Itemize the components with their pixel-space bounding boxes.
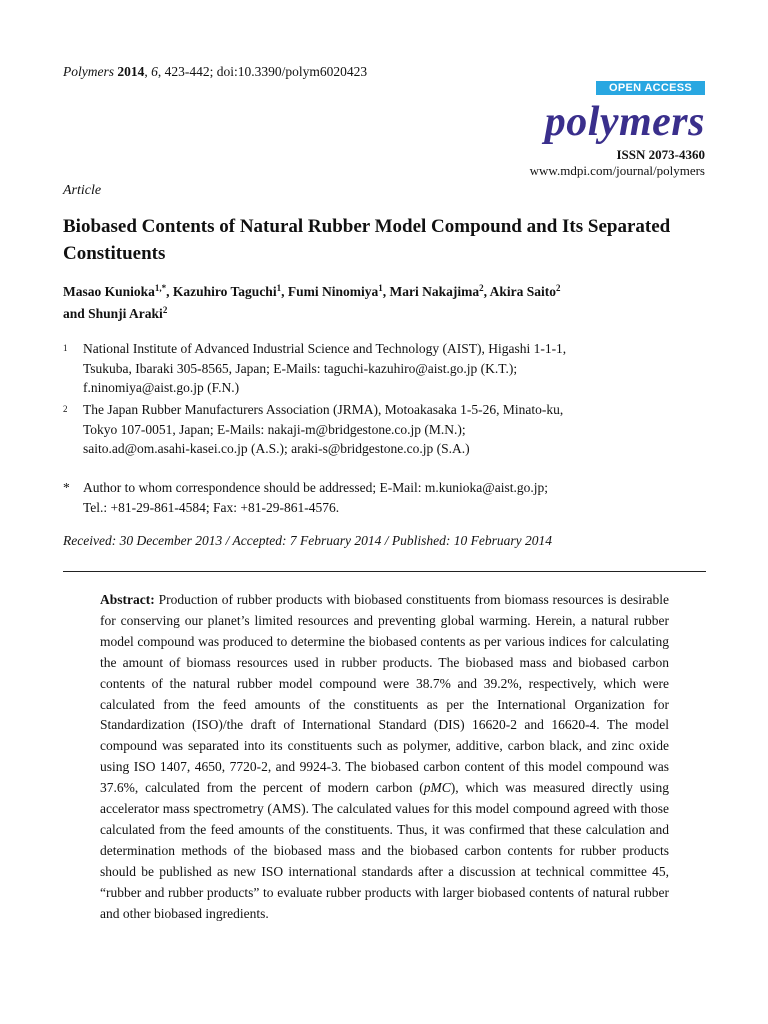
affiliation-line: Tsukuba, Ibaraki 305-8565, Japan; E-Mails: taguchi-kazuhiro@aist.go.jp (K.T.); xyxy=(83,360,518,376)
open-access-badge: OPEN ACCESS xyxy=(596,81,705,95)
author-affil-sup: 1 xyxy=(276,283,282,293)
correspondence-note xyxy=(63,478,703,517)
journal-year: 2014 xyxy=(117,64,145,79)
author-name: Mari Nakajima xyxy=(389,284,480,299)
affiliation-line: saito.ad@om.asahi-kasei.co.jp (A.S.); araki-s@bridgestone.co.jp (S.A.) xyxy=(83,441,470,456)
article-title: Biobased Contents of Natural Rubber Model Compound and Its Separated Constituents xyxy=(63,216,671,264)
author-name: Akira Saito xyxy=(489,284,556,299)
author-name: Masao Kunioka xyxy=(63,284,155,299)
author-affil-sup: 1,* xyxy=(154,283,167,293)
affiliation-1 xyxy=(63,339,703,398)
journal-pages-doi: , 423-442; doi:10.3390/polym6020423 xyxy=(157,64,368,79)
correspondence-line: Tel.: +81-29-861-4584; Fax: +81-29-861-4576. xyxy=(83,499,340,515)
abstract-text: Production of rubber products with biobased constituents from biomass resources is desirable for conserving our planet’s limited resources and preventing global warming. Herein, a natural rubber model compound was produced to determine the biobased contents as per various indices for calculating the amount of biomass resources used in rubber products. The biobased mass and biobased carbon contents of the natural rubber model compound were 38.7% and 39.2%, respectively, which were calculated from the feed amounts of the constituents as per the International Organization for Standardization (ISO)/the draft of International Standard (DIS) 16620-2 and 16620-4. The model compound was separated into its constituents such as polymer, additive, carbon black, and zinc oxide using ISO 1407, 4650, 7720-2, and 9924-3. The biobased carbon content of this model compound was 37.6%, calculated from the percent of modern carbon ( xyxy=(100,592,669,796)
author-affil-sup: 2 xyxy=(555,283,561,293)
affiliation-2 xyxy=(63,400,703,459)
journal-url[interactable]: www.mdpi.com/journal/polymers xyxy=(529,163,705,178)
author-affil-sup: 2 xyxy=(479,283,484,293)
author-affil-sup: 2 xyxy=(162,305,168,315)
issn: ISSN 2073-4360 xyxy=(616,147,705,162)
publication-dates: Received: 30 December 2013 / Accepted: 7 February 2014 / Published: 10 February 2014 xyxy=(63,533,552,548)
journal-name: Polymers xyxy=(63,64,114,79)
affiliation-line: The Japan Rubber Manufacturers Association (JRMA), Motoakasaka 1-5-26, Minato-ku, xyxy=(83,402,564,417)
author-name: Fumi Ninomiya xyxy=(287,284,379,299)
affiliation-number: 2 xyxy=(63,404,68,414)
horizontal-divider xyxy=(63,571,706,572)
affiliation-line: National Institute of Advanced Industrial Science and Technology (AIST), Higashi 1-1-1, xyxy=(83,341,567,356)
citation-line: Polymers 2014, 6, 423-442; doi:10.3390/polym6020423 xyxy=(63,64,368,79)
abstract-pmc-term: pMC xyxy=(423,780,451,796)
author-name: Kazuhiro Taguchi xyxy=(172,284,277,299)
article-type: Article xyxy=(63,183,102,198)
abstract-text: ), which was measured directly using accelerator mass spectrometry (AMS). The calculated values for this model compound agreed with those calculated from the feed amounts of the constituents. Thus, it was confirmed that these calculation and determination methods of the biobased mass and the biobased carbon contents for rubber products should be published as new ISO international standards after a discussion at technical committee 45, “rubber and rubber products” to evaluate rubber products with larger biobased contents of natural rubber and other biobased ingredients. xyxy=(100,780,670,921)
author-affil-sup: 1 xyxy=(378,283,383,293)
journal-logo: polymers xyxy=(544,99,705,145)
abstract-label: Abstract: xyxy=(100,592,155,607)
abstract-paragraph xyxy=(100,590,669,925)
journal-volume: 6 xyxy=(151,64,158,79)
affiliation-line: Tokyo 107-0051, Japan; E-Mails: nakaji-m@bridgestone.co.jp (M.N.); xyxy=(83,421,466,437)
affiliation-number: 1 xyxy=(63,343,68,353)
correspondence-line: Author to whom correspondence should be addressed; E-Mail: m.kunioka@aist.go.jp; xyxy=(83,480,548,495)
author-list: Masao Kunioka$^{1,*}$, Kazuhiro Taguchi$^1$, Fumi Ninomiya$^1$, Mari Nakajima$^2$, Akira Saito$^2$ and Shunji Araki$^2$ xyxy=(63,283,561,321)
author-name: and Shunji Araki xyxy=(63,306,163,321)
affiliation-line: f.ninomiya@aist.go.jp (F.N.) xyxy=(83,380,240,395)
correspondence-mark: * xyxy=(63,480,70,495)
